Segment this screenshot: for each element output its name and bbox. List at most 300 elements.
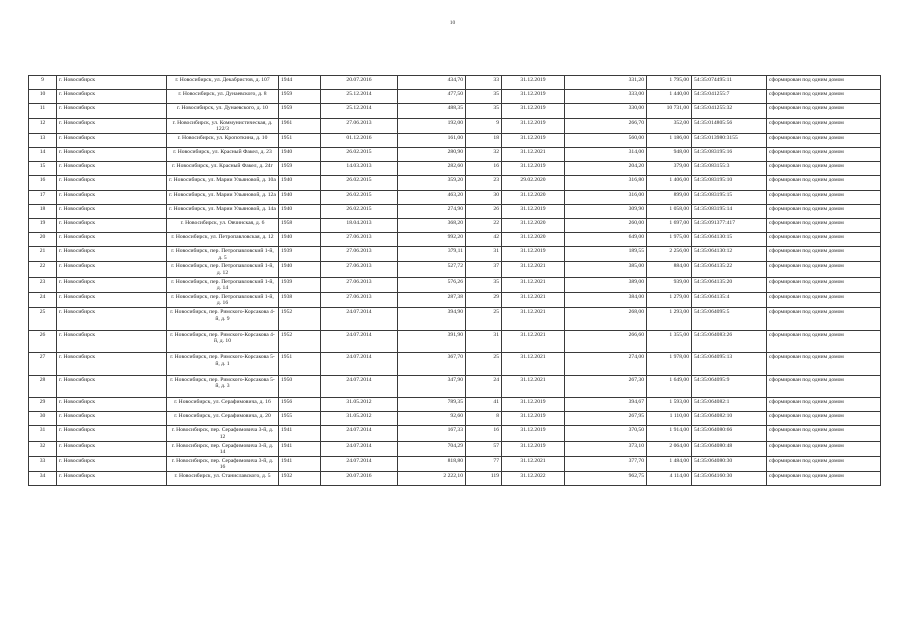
status-cell: сформирован под одним домом [767,471,881,485]
area-cell: 280,90 [398,147,466,161]
deadline-cell: 31.12.2019 [502,426,565,441]
build-year-cell: 1940 [279,147,321,161]
cadastral-number-cell: 54:35:064080:48 [692,441,767,456]
cadastral-number-cell: 54:35:064130:15 [692,233,767,247]
value-cell: 384,00 [565,292,647,307]
residents-cell: 57 [466,441,502,456]
deadline-cell: 31.12.2021 [502,262,565,277]
status-cell: сформирован под одним домом [767,292,881,307]
table-row [29,375,881,398]
residents-cell: 23 [466,176,502,190]
table-row [29,398,881,412]
value-cell: 560,00 [565,133,647,147]
table-row [29,176,881,190]
build-year-cell: 1956 [279,398,321,412]
table-row [29,247,881,262]
decision-date-cell: 24.07.2014 [321,353,398,376]
row-number: 23 [29,277,57,292]
value-cell: 649,00 [565,233,647,247]
cadastral-number-cell: 54:35:083195:16 [692,147,767,161]
land-area-cell: 379,00 [647,162,692,176]
build-year-cell: 1950 [279,375,321,398]
decision-date-cell: 14.03.2013 [321,162,398,176]
value-cell: 189,55 [565,247,647,262]
table-row [29,76,881,90]
row-number: 26 [29,330,57,353]
build-year-cell: 1952 [279,308,321,331]
residents-cell: 119 [466,471,502,485]
deadline-cell: 31.12.2021 [502,277,565,292]
build-year-cell: 1939 [279,277,321,292]
area-cell: 161,00 [398,133,466,147]
table-row [29,147,881,161]
land-area-cell: 2 256,00 [647,247,692,262]
residents-cell: 35 [466,104,502,118]
row-number: 19 [29,218,57,232]
deadline-cell: 31.12.2020 [502,233,565,247]
residents-cell: 30 [466,190,502,204]
build-year-cell: 1940 [279,204,321,218]
area-cell: 789,35 [398,398,466,412]
value-cell: 314,00 [565,147,647,161]
row-number: 29 [29,398,57,412]
deadline-cell: 31.12.2021 [502,456,565,471]
row-number: 12 [29,118,57,133]
area-cell: 488,35 [398,104,466,118]
value-cell: 373,10 [565,441,647,456]
decision-date-cell: 27.06.2013 [321,262,398,277]
area-cell: 379,11 [398,247,466,262]
residents-cell: 35 [466,90,502,104]
land-area-cell: 352,00 [647,118,692,133]
area-cell: 704,29 [398,441,466,456]
build-year-cell: 1959 [279,104,321,118]
land-area-cell: 1 795,00 [647,76,692,90]
deadline-cell: 29.02.2020 [502,176,565,190]
decision-date-cell: 27.06.2013 [321,292,398,307]
table-row [29,441,881,456]
table-row [29,308,881,331]
value-cell: 330,00 [565,104,647,118]
deadline-cell: 31.12.2021 [502,375,565,398]
status-cell: сформирован под одним домом [767,330,881,353]
address-cell: г. Новосибирск, ул. Серафимовича, д. 20 [167,412,279,426]
value-cell: 309,90 [565,204,647,218]
cadastral-number-cell: 54:35:091377:417 [692,218,767,232]
land-area-cell: 1 697,00 [647,218,692,232]
area-cell: 367,70 [398,353,466,376]
value-cell: 394,67 [565,398,647,412]
cadastral-number-cell: 54:35:083195:10 [692,176,767,190]
address-cell: г. Новосибирск, пер. Римского-Корсакова 4-й, д. 10 [167,330,279,353]
area-cell: 2 222,10 [398,471,466,485]
table-row [29,218,881,232]
cadastral-number-cell: 54:35:064160:30 [692,471,767,485]
decision-date-cell: 25.12.2014 [321,90,398,104]
decision-date-cell: 27.06.2013 [321,233,398,247]
city-cell: г. Новосибирск [57,375,167,398]
residents-cell: 31 [466,247,502,262]
deadline-cell: 31.12.2019 [502,398,565,412]
cadastral-number-cell: 54:35:064080:66 [692,426,767,441]
table-row [29,426,881,441]
city-cell: г. Новосибирск [57,262,167,277]
status-cell: сформирован под одним домом [767,176,881,190]
status-cell: сформирован под одним домом [767,162,881,176]
status-cell: сформирован под одним домом [767,190,881,204]
city-cell: г. Новосибирск [57,204,167,218]
city-cell: г. Новосибирск [57,308,167,331]
deadline-cell: 31.12.2019 [502,90,565,104]
row-number: 18 [29,204,57,218]
table-row [29,353,881,376]
table-row [29,277,881,292]
row-number: 17 [29,190,57,204]
land-area-cell: 948,00 [647,147,692,161]
value-cell: 333,00 [565,90,647,104]
decision-date-cell: 24.07.2014 [321,456,398,471]
city-cell: г. Новосибирск [57,233,167,247]
row-number: 15 [29,162,57,176]
decision-date-cell: 27.06.2013 [321,277,398,292]
area-cell: 463,20 [398,190,466,204]
residents-cell: 37 [466,262,502,277]
row-number: 30 [29,412,57,426]
value-cell: 331,20 [565,76,647,90]
address-cell: г. Новосибирск, пер. Серафимовича 3-й, д. 12 [167,426,279,441]
residents-cell: 9 [466,118,502,133]
area-cell: 92,60 [398,412,466,426]
city-cell: г. Новосибирск [57,277,167,292]
value-cell: 377,70 [565,456,647,471]
address-cell: г. Новосибирск, ул. Серафимовича, д. 16 [167,398,279,412]
row-number: 22 [29,262,57,277]
area-cell: 818,80 [398,456,466,471]
build-year-cell: 1932 [279,471,321,485]
address-cell: г. Новосибирск, ул. Станиславского, д. 5 [167,471,279,485]
decision-date-cell: 26.02.2015 [321,190,398,204]
cadastral-number-cell: 54:35:064080:30 [692,456,767,471]
city-cell: г. Новосибирск [57,176,167,190]
land-area-cell: 1 975,00 [647,233,692,247]
residents-cell: 31 [466,330,502,353]
deadline-cell: 31.12.2020 [502,190,565,204]
row-number: 13 [29,133,57,147]
decision-date-cell: 31.05.2012 [321,412,398,426]
cadastral-number-cell: 54:35:041255:32 [692,104,767,118]
row-number: 31 [29,426,57,441]
status-cell: сформирован под одним домом [767,412,881,426]
value-cell: 962,75 [565,471,647,485]
city-cell: г. Новосибирск [57,398,167,412]
cadastral-number-cell: 54:35:013980:3155 [692,133,767,147]
value-cell: 268,00 [565,308,647,331]
table-row [29,292,881,307]
cadastral-number-cell: 54:35:083195:14 [692,204,767,218]
address-cell: г. Новосибирск, ул. Марии Ульяновой, д. 12а [167,190,279,204]
land-area-cell: 4 114,00 [647,471,692,485]
table-row [29,162,881,176]
table-row [29,204,881,218]
area-cell: 192,00 [398,118,466,133]
build-year-cell: 1941 [279,426,321,441]
address-cell: г. Новосибирск, пер. Серафимовича 3-й, д. 14 [167,441,279,456]
table-body [29,76,881,486]
decision-date-cell: 24.07.2014 [321,441,398,456]
value-cell: 266,60 [565,330,647,353]
value-cell: 316,00 [565,190,647,204]
row-number: 21 [29,247,57,262]
residents-cell: 16 [466,162,502,176]
build-year-cell: 1952 [279,330,321,353]
area-cell: 527,72 [398,262,466,277]
deadline-cell: 31.12.2021 [502,292,565,307]
city-cell: г. Новосибирск [57,162,167,176]
status-cell: сформирован под одним домом [767,375,881,398]
address-cell: г. Новосибирск, ул. Марии Ульяновой, д. 10а [167,176,279,190]
status-cell: сформирован под одним домом [767,133,881,147]
deadline-cell: 31.12.2022 [502,471,565,485]
city-cell: г. Новосибирск [57,471,167,485]
value-cell: 266,70 [565,118,647,133]
land-area-cell: 1 355,00 [647,330,692,353]
deadline-cell: 31.12.2019 [502,76,565,90]
build-year-cell: 1938 [279,292,321,307]
address-cell: г. Новосибирск, ул. Дунаевского, д. 8 [167,90,279,104]
decision-date-cell: 20.07.2016 [321,471,398,485]
address-cell: г. Новосибирск, ул. Красный Факел, д. 24г [167,162,279,176]
area-cell: 391,90 [398,330,466,353]
row-number: 33 [29,456,57,471]
value-cell: 267,95 [565,412,647,426]
address-cell: г. Новосибирск, пер. Серафимовича 3-й, д. 16 [167,456,279,471]
build-year-cell: 1951 [279,133,321,147]
land-area-cell: 1 110,00 [647,412,692,426]
build-year-cell: 1940 [279,190,321,204]
status-cell: сформирован под одним домом [767,456,881,471]
city-cell: г. Новосибирск [57,90,167,104]
land-area-cell: 1 293,00 [647,308,692,331]
value-cell: 316,80 [565,176,647,190]
address-cell: г. Новосибирск, пер. Петропавловский 1-й, д. 14 [167,277,279,292]
deadline-cell: 31.12.2019 [502,204,565,218]
land-area-cell: 1 593,00 [647,398,692,412]
decision-date-cell: 26.02.2015 [321,204,398,218]
address-cell: г. Новосибирск, ул. Красный Факел, д. 23 [167,147,279,161]
area-cell: 394,90 [398,308,466,331]
deadline-cell: 31.12.2021 [502,353,565,376]
cadastral-number-cell: 54:35:064135:20 [692,277,767,292]
status-cell: сформирован под одним домом [767,218,881,232]
row-number: 32 [29,441,57,456]
cadastral-number-cell: 54:35:041255:7 [692,90,767,104]
address-cell: г. Новосибирск, ул. Овчинская, д. 6 [167,218,279,232]
area-cell: 434,70 [398,76,466,90]
area-cell: 368,20 [398,218,466,232]
table-row [29,133,881,147]
status-cell: сформирован под одним домом [767,247,881,262]
status-cell: сформирован под одним домом [767,204,881,218]
build-year-cell: 1944 [279,76,321,90]
decision-date-cell: 26.02.2015 [321,147,398,161]
deadline-cell: 31.12.2019 [502,162,565,176]
value-cell: 267,30 [565,375,647,398]
status-cell: сформирован под одним домом [767,118,881,133]
row-number: 9 [29,76,57,90]
row-number: 10 [29,90,57,104]
address-cell: г. Новосибирск, ул. Кропоткина, д. 10 [167,133,279,147]
row-number: 14 [29,147,57,161]
land-area-cell: 1 978,00 [647,353,692,376]
city-cell: г. Новосибирск [57,456,167,471]
table-row [29,90,881,104]
deadline-cell: 31.12.2019 [502,412,565,426]
housing-registry-table [28,75,881,486]
cadastral-number-cell: 54:35:064135:4 [692,292,767,307]
table-row [29,104,881,118]
residents-cell: 41 [466,398,502,412]
area-cell: 477,50 [398,90,466,104]
row-number: 11 [29,104,57,118]
decision-date-cell: 24.07.2014 [321,426,398,441]
table-row [29,456,881,471]
land-area-cell: 1 649,00 [647,375,692,398]
address-cell: г. Новосибирск, пер. Петропавловский 1-й, д. 12 [167,262,279,277]
address-cell: г. Новосибирск, пер. Петропавловский 1-й, д. 16 [167,292,279,307]
residents-cell: 32 [466,147,502,161]
area-cell: 274,90 [398,204,466,218]
address-cell: г. Новосибирск, пер. Римского-Корсакова 5-й, д. 3 [167,375,279,398]
table-row [29,262,881,277]
residents-cell: 25 [466,308,502,331]
status-cell: сформирован под одним домом [767,262,881,277]
land-area-cell: 1 484,00 [647,456,692,471]
deadline-cell: 31.12.2019 [502,133,565,147]
address-cell: г. Новосибирск, пер. Римского-Корсакова 5-й, д. 1 [167,353,279,376]
decision-date-cell: 01.12.2016 [321,133,398,147]
build-year-cell: 1940 [279,233,321,247]
city-cell: г. Новосибирск [57,441,167,456]
build-year-cell: 1941 [279,456,321,471]
status-cell: сформирован под одним домом [767,426,881,441]
land-area-cell: 1 914,00 [647,426,692,441]
deadline-cell: 31.12.2020 [502,218,565,232]
land-area-cell: 10 731,00 [647,104,692,118]
city-cell: г. Новосибирск [57,190,167,204]
status-cell: сформирован под одним домом [767,277,881,292]
row-number: 34 [29,471,57,485]
deadline-cell: 31.12.2021 [502,308,565,331]
row-number: 27 [29,353,57,376]
residents-cell: 26 [466,204,502,218]
address-cell: г. Новосибирск, ул. Коммунистическая, д. 122/3 [167,118,279,133]
value-cell: 274,00 [565,353,647,376]
land-area-cell: 884,00 [647,262,692,277]
status-cell: сформирован под одним домом [767,441,881,456]
area-cell: 287,38 [398,292,466,307]
cadastral-number-cell: 54:35:064082:1 [692,398,767,412]
value-cell: 385,00 [565,262,647,277]
deadline-cell: 31.12.2019 [502,118,565,133]
area-cell: 576,26 [398,277,466,292]
cadastral-number-cell: 54:35:064083:26 [692,330,767,353]
area-cell: 992,20 [398,233,466,247]
table-row [29,118,881,133]
build-year-cell: 1958 [279,218,321,232]
row-number: 25 [29,308,57,331]
land-area-cell: 1 406,00 [647,176,692,190]
decision-date-cell: 18.04.2013 [321,218,398,232]
table-row [29,190,881,204]
address-cell: г. Новосибирск, ул. Петропавловская, д. 12 [167,233,279,247]
cadastral-number-cell: 54:35:064082:10 [692,412,767,426]
row-number: 16 [29,176,57,190]
build-year-cell: 1961 [279,118,321,133]
cadastral-number-cell: 54:35:074495:11 [692,76,767,90]
row-number: 20 [29,233,57,247]
area-cell: 167,33 [398,426,466,441]
cadastral-number-cell: 54:35:064095:13 [692,353,767,376]
row-number: 28 [29,375,57,398]
address-cell: г. Новосибирск, ул. Марии Ульяновой, д. 14а [167,204,279,218]
residents-cell: 18 [466,133,502,147]
land-area-cell: 1 058,00 [647,204,692,218]
residents-cell: 42 [466,233,502,247]
build-year-cell: 1951 [279,353,321,376]
address-cell: г. Новосибирск, пер. Римского-Корсакова 4-й, д. 9 [167,308,279,331]
city-cell: г. Новосибирск [57,104,167,118]
deadline-cell: 31.12.2019 [502,247,565,262]
cadastral-number-cell: 54:35:083195:15 [692,190,767,204]
decision-date-cell: 24.07.2014 [321,375,398,398]
cadastral-number-cell: 54:35:064095:9 [692,375,767,398]
status-cell: сформирован под одним домом [767,308,881,331]
decision-date-cell: 31.05.2012 [321,398,398,412]
status-cell: сформирован под одним домом [767,104,881,118]
table-row [29,233,881,247]
area-cell: 347,90 [398,375,466,398]
area-cell: 282,60 [398,162,466,176]
build-year-cell: 1940 [279,176,321,190]
deadline-cell: 31.12.2019 [502,104,565,118]
city-cell: г. Новосибирск [57,218,167,232]
city-cell: г. Новосибирск [57,247,167,262]
residents-cell: 8 [466,412,502,426]
table-row [29,330,881,353]
city-cell: г. Новосибирск [57,118,167,133]
city-cell: г. Новосибирск [57,330,167,353]
city-cell: г. Новосибирск [57,133,167,147]
land-area-cell: 939,00 [647,277,692,292]
address-cell: г. Новосибирск, ул. Декабристов, д. 107 [167,76,279,90]
residents-cell: 22 [466,218,502,232]
land-area-cell: 2 064,00 [647,441,692,456]
cadastral-number-cell: 54:35:064130:12 [692,247,767,262]
page-number: 10 [449,20,456,26]
city-cell: г. Новосибирск [57,353,167,376]
city-cell: г. Новосибирск [57,147,167,161]
decision-date-cell: 24.07.2014 [321,308,398,331]
build-year-cell: 1959 [279,162,321,176]
residents-cell: 35 [466,277,502,292]
decision-date-cell: 25.12.2014 [321,104,398,118]
status-cell: сформирован под одним домом [767,353,881,376]
value-cell: 389,00 [565,277,647,292]
build-year-cell: 1959 [279,90,321,104]
row-number: 24 [29,292,57,307]
address-cell: г. Новосибирск, ул. Дунаевского, д. 10 [167,104,279,118]
status-cell: сформирован под одним домом [767,147,881,161]
